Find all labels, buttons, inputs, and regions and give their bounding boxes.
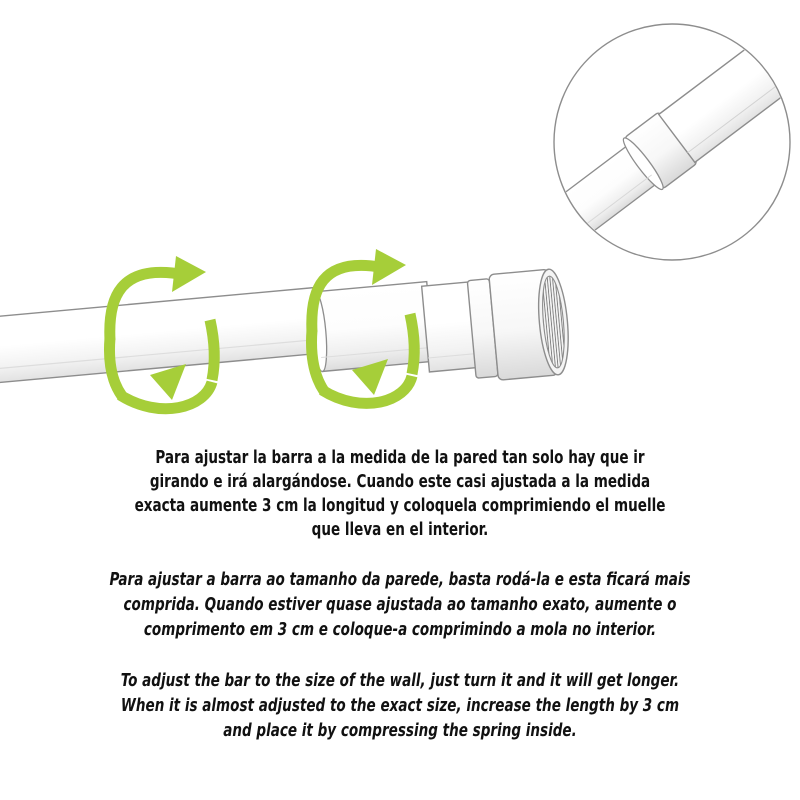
caption-spanish: Para ajustar la barra a la medida de la pared tan solo hay que ir girando e irá alargándose. Cuando este casi ajustada a la medida exacta aumente 3 cm la longitud y coloquela comprimiendo el muelle que lleva en el interior. (134, 448, 666, 540)
joint-detail-zoom (531, 23, 800, 260)
caption-english: To adjust the bar to the size of the wall, just turn it and it will get longer. When it is almost adjusted to the exact size, increase the length by 3 cm and place it by compressing the spring inside. (120, 671, 680, 741)
caption-portuguese: Para ajustar a barra ao tamanho da parede, basta rodá-la e esta ficará mais comprida. Quando estiver quase ajustada ao tamanho exato, aumente o comprimento em 3 cm e coloque-a comprimindo a mola no interior. (109, 570, 691, 640)
rod-assembly (0, 268, 572, 388)
caption-block (0, 440, 800, 744)
end-cap (467, 268, 572, 382)
